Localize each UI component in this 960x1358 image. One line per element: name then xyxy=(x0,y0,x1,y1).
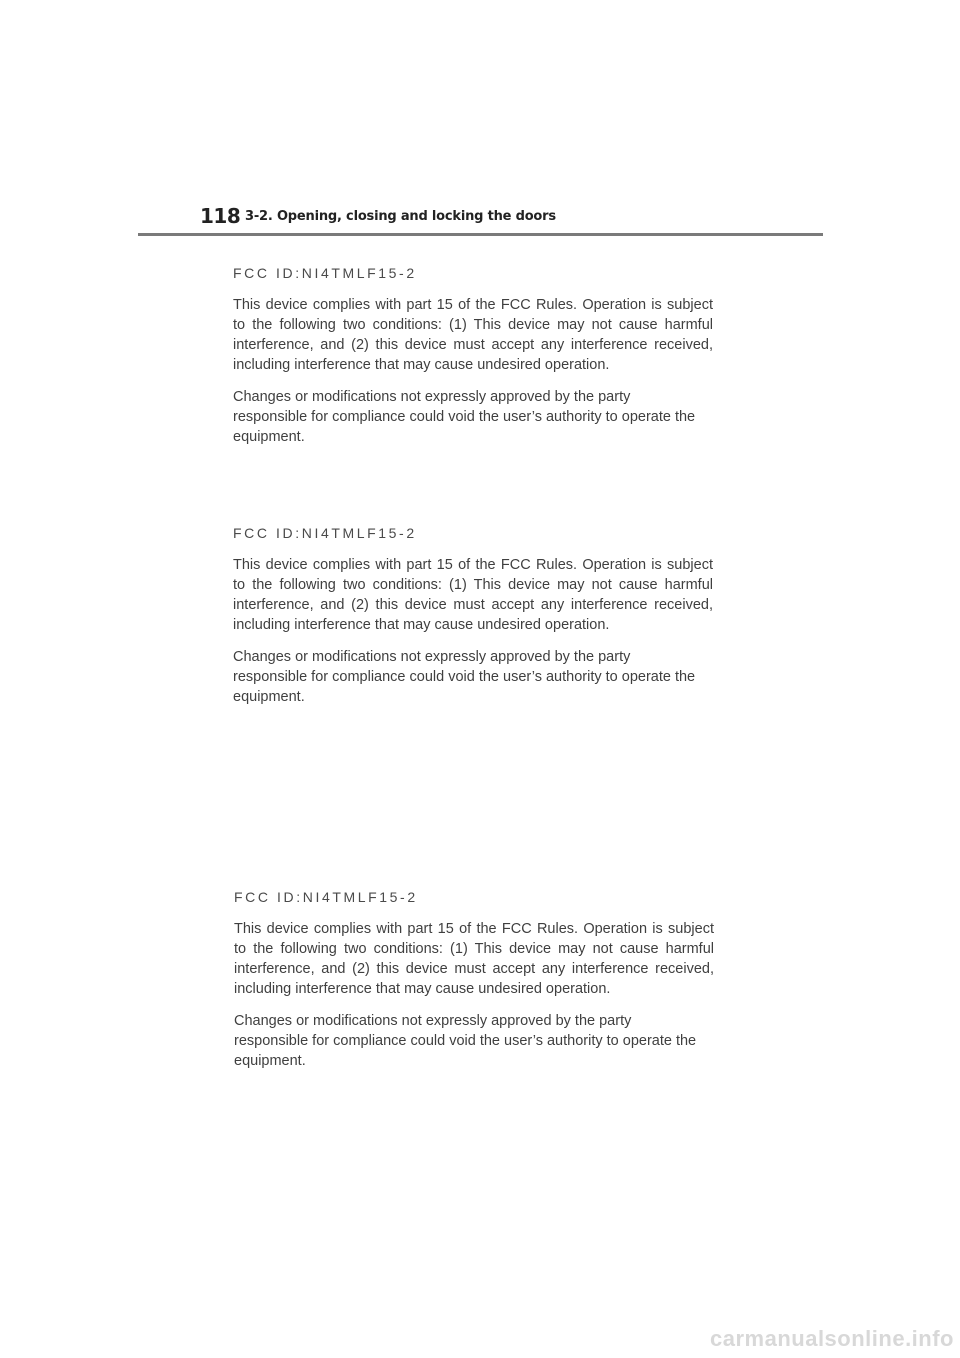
section-title: 3-2. Opening, closing and locking the doors xyxy=(245,209,556,224)
compliance-paragraph: This device complies with part 15 of the FCC Rules. Operation is subject to the following two conditions: (1) This device may not cause harmful interference, and (2) this device must accept any interference received, including interference that may cause undesired operation. xyxy=(233,557,713,633)
header-divider xyxy=(138,233,823,236)
fcc-notice-2 xyxy=(233,525,713,707)
fcc-id-label: FCC ID:NI4TMLF15-2 xyxy=(233,525,417,541)
fcc-notice-3 xyxy=(234,889,714,1071)
modification-warning-paragraph: Changes or modifications not expressly approved by the party responsible for compliance could void the user’s authority to operate the equipment. xyxy=(233,649,696,705)
fcc-id-label: FCC ID:NI4TMLF15-2 xyxy=(234,889,418,905)
page-number: 118 xyxy=(200,204,241,228)
compliance-paragraph: This device complies with part 15 of the FCC Rules. Operation is subject to the following two conditions: (1) This device may not cause harmful interference, and (2) this device must accept any interference received, including interference that may cause undesired operation. xyxy=(234,921,714,997)
page-header xyxy=(0,0,960,240)
fcc-notice-1 xyxy=(233,265,713,447)
fcc-id-label: FCC ID:NI4TMLF15-2 xyxy=(233,265,417,281)
modification-warning-paragraph: Changes or modifications not expressly approved by the party responsible for compliance could void the user’s authority to operate the equipment. xyxy=(234,1013,697,1069)
compliance-paragraph: This device complies with part 15 of the FCC Rules. Operation is subject to the following two conditions: (1) This device may not cause harmful interference, and (2) this device must accept any interference received, including interference that may cause undesired operation. xyxy=(233,297,713,373)
watermark-text: carmanualsonline.info xyxy=(710,1326,954,1351)
modification-warning-paragraph: Changes or modifications not expressly approved by the party responsible for compliance could void the user’s authority to operate the equipment. xyxy=(233,389,696,445)
